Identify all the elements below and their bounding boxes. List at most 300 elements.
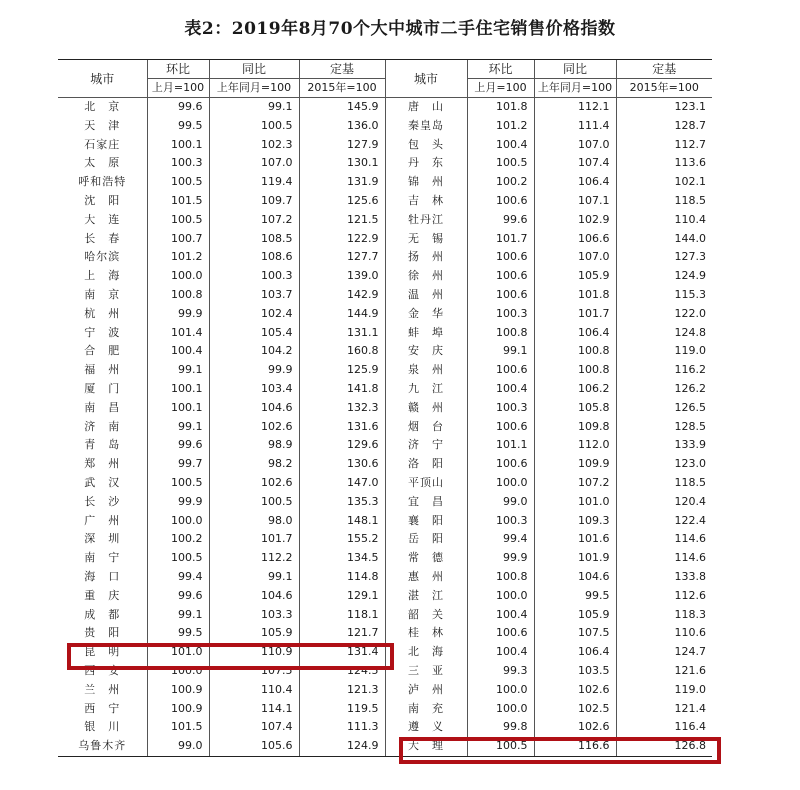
mom-value-right: 100.0 — [467, 681, 534, 700]
yoy-value-right: 109.3 — [534, 512, 616, 531]
city-name-left: 西 宁 — [84, 701, 121, 715]
base-value-left: 139.0 — [299, 267, 385, 286]
yoy-value-left: 98.2 — [209, 455, 299, 474]
city-name-right: 金 华 — [385, 305, 467, 324]
base-value-right: 121.6 — [616, 662, 712, 681]
mom-value-right: 100.4 — [467, 643, 534, 662]
yoy-value-left: 104.2 — [209, 342, 299, 361]
base-value-left: 131.9 — [299, 173, 385, 192]
mom-value-right: 100.6 — [467, 192, 534, 211]
mom-value-left: 99.6 — [147, 98, 209, 117]
yoy-value-right: 111.4 — [534, 117, 616, 136]
table-row — [58, 286, 712, 305]
table-row — [58, 361, 712, 380]
table-row — [58, 173, 712, 192]
base-value-left: 132.3 — [299, 399, 385, 418]
yoy-value-left: 100.5 — [209, 117, 299, 136]
yoy-value-right: 106.6 — [534, 230, 616, 249]
mom-value-right: 100.0 — [467, 700, 534, 719]
yoy-value-left: 110.4 — [209, 681, 299, 700]
base-value-right: 113.6 — [616, 154, 712, 173]
base-value-right: 124.8 — [616, 324, 712, 343]
city-name-left: 昆 明 — [84, 645, 121, 659]
base-value-right: 122.0 — [616, 305, 712, 324]
table-row — [58, 267, 712, 286]
table-row — [58, 342, 712, 361]
city-name-right: 秦皇岛 — [385, 117, 467, 136]
table-row — [58, 211, 712, 230]
base-value-right: 124.9 — [616, 267, 712, 286]
base-value-left: 148.1 — [299, 512, 385, 531]
base-value-left: 144.9 — [299, 305, 385, 324]
table-row — [58, 474, 712, 493]
header-mom-sub-left: 上月=100 — [147, 79, 209, 98]
city-name-left: 哈尔滨 — [84, 250, 121, 264]
city-name-right: 遵 义 — [385, 718, 467, 737]
base-value-right: 116.2 — [616, 361, 712, 380]
city-name-left: 青 岛 — [84, 438, 121, 452]
city-name-left: 贵 阳 — [84, 626, 121, 640]
mom-value-right: 100.6 — [467, 418, 534, 437]
city-name-left: 杭 州 — [84, 306, 121, 320]
city-name-left: 广 州 — [84, 513, 121, 527]
yoy-value-left: 104.6 — [209, 587, 299, 606]
header-base-left: 定基 — [299, 60, 385, 79]
yoy-value-left: 105.6 — [209, 737, 299, 756]
table-row — [58, 117, 712, 136]
yoy-value-left: 103.7 — [209, 286, 299, 305]
city-name-left: 重 庆 — [84, 588, 121, 602]
base-value-left: 121.7 — [299, 624, 385, 643]
base-value-right: 123.0 — [616, 455, 712, 474]
city-name-right: 岳 阳 — [385, 530, 467, 549]
city-name-right: 扬 州 — [385, 248, 467, 267]
table-row — [58, 718, 712, 737]
city-name-left: 兰 州 — [84, 682, 121, 696]
mom-value-left: 101.5 — [147, 718, 209, 737]
table-row — [58, 700, 712, 719]
base-value-left: 135.3 — [299, 493, 385, 512]
yoy-value-left: 109.7 — [209, 192, 299, 211]
base-value-right: 118.5 — [616, 192, 712, 211]
base-value-left: 124.9 — [299, 737, 385, 756]
city-name-left: 南 京 — [84, 287, 121, 301]
city-name-right: 锦 州 — [385, 173, 467, 192]
mom-value-left: 100.5 — [147, 173, 209, 192]
city-name-right: 泸 州 — [385, 681, 467, 700]
base-value-right: 126.5 — [616, 399, 712, 418]
yoy-value-left: 99.9 — [209, 361, 299, 380]
city-name-left: 长 沙 — [84, 494, 121, 508]
city-name-right: 赣 州 — [385, 399, 467, 418]
city-name-left: 长 春 — [84, 231, 121, 245]
city-name-right: 无 锡 — [385, 230, 467, 249]
city-name-right: 吉 林 — [385, 192, 467, 211]
city-name-left: 银 川 — [84, 720, 121, 734]
table-row — [58, 418, 712, 437]
mom-value-right: 100.6 — [467, 248, 534, 267]
yoy-value-left: 103.4 — [209, 380, 299, 399]
mom-value-left: 100.0 — [147, 267, 209, 286]
yoy-value-right: 101.0 — [534, 493, 616, 512]
yoy-value-left: 104.6 — [209, 399, 299, 418]
base-value-right: 116.4 — [616, 718, 712, 737]
base-value-right: 144.0 — [616, 230, 712, 249]
mom-value-left: 99.4 — [147, 568, 209, 587]
base-value-right: 115.3 — [616, 286, 712, 305]
base-value-left: 134.5 — [299, 549, 385, 568]
yoy-value-right: 104.6 — [534, 568, 616, 587]
yoy-value-right: 106.4 — [534, 173, 616, 192]
mom-value-left: 99.1 — [147, 361, 209, 380]
yoy-value-right: 107.0 — [534, 248, 616, 267]
mom-value-left: 100.8 — [147, 286, 209, 305]
table-row — [58, 230, 712, 249]
base-value-left: 147.0 — [299, 474, 385, 493]
yoy-value-left: 98.9 — [209, 436, 299, 455]
yoy-value-right: 102.6 — [534, 718, 616, 737]
base-value-right: 112.7 — [616, 136, 712, 155]
city-name-left: 武 汉 — [84, 475, 121, 489]
mom-value-left: 100.1 — [147, 136, 209, 155]
city-name-left: 太 原 — [84, 156, 121, 170]
mom-value-right: 100.3 — [467, 305, 534, 324]
base-value-left: 155.2 — [299, 530, 385, 549]
header-row-1 — [58, 60, 712, 79]
city-name-right: 徐 州 — [385, 267, 467, 286]
header-mom-left: 环比 — [147, 60, 209, 79]
mom-value-right: 99.8 — [467, 718, 534, 737]
mom-value-right: 100.5 — [467, 154, 534, 173]
base-value-left: 131.1 — [299, 324, 385, 343]
city-name-left: 北 京 — [84, 100, 121, 113]
yoy-value-left: 101.7 — [209, 530, 299, 549]
base-value-left: 130.6 — [299, 455, 385, 474]
header-city-right: 城市 — [385, 60, 467, 98]
city-name-right: 南 充 — [385, 700, 467, 719]
city-name-left: 深 圳 — [84, 532, 121, 546]
yoy-value-right: 102.9 — [534, 211, 616, 230]
header-yoy-left: 同比 — [209, 60, 299, 79]
header-mom-sub-right: 上月=100 — [467, 79, 534, 98]
mom-value-left: 101.5 — [147, 192, 209, 211]
city-name-left: 济 南 — [84, 419, 121, 433]
yoy-value-right: 105.9 — [534, 606, 616, 625]
base-value-right: 133.9 — [616, 436, 712, 455]
yoy-value-right: 101.7 — [534, 305, 616, 324]
mom-value-left: 99.9 — [147, 493, 209, 512]
city-name-left: 海 口 — [84, 569, 121, 583]
mom-value-left: 100.5 — [147, 211, 209, 230]
header-city-left: 城市 — [58, 60, 147, 98]
city-name-left: 厦 门 — [84, 381, 121, 395]
yoy-value-left: 98.0 — [209, 512, 299, 531]
yoy-value-left: 105.4 — [209, 324, 299, 343]
city-name-right: 襄 阳 — [385, 512, 467, 531]
base-value-left: 119.5 — [299, 700, 385, 719]
base-value-left: 129.6 — [299, 436, 385, 455]
yoy-value-left: 119.4 — [209, 173, 299, 192]
city-name-right: 济 宁 — [385, 436, 467, 455]
mom-value-right: 100.8 — [467, 568, 534, 587]
table-row — [58, 624, 712, 643]
table-row — [58, 192, 712, 211]
yoy-value-left: 102.3 — [209, 136, 299, 155]
base-value-left: 142.9 — [299, 286, 385, 305]
base-value-right: 110.6 — [616, 624, 712, 643]
base-value-left: 111.3 — [299, 718, 385, 737]
yoy-value-left: 107.5 — [209, 662, 299, 681]
header-yoy-sub-left: 上年同月=100 — [209, 79, 299, 98]
base-value-right: 114.6 — [616, 549, 712, 568]
mom-value-right: 100.6 — [467, 624, 534, 643]
mom-value-left: 100.5 — [147, 549, 209, 568]
yoy-value-right: 109.8 — [534, 418, 616, 437]
city-name-right: 九 江 — [385, 380, 467, 399]
table-row — [58, 549, 712, 568]
base-value-right: 128.7 — [616, 117, 712, 136]
mom-value-left: 100.1 — [147, 399, 209, 418]
header-base-right: 定基 — [616, 60, 712, 79]
mom-value-left: 99.1 — [147, 418, 209, 437]
yoy-value-left: 99.1 — [209, 98, 299, 117]
table-row — [58, 512, 712, 531]
base-value-left: 125.6 — [299, 192, 385, 211]
yoy-value-right: 102.5 — [534, 700, 616, 719]
city-name-right: 泉 州 — [385, 361, 467, 380]
city-name-right: 桂 林 — [385, 624, 467, 643]
mom-value-left: 100.9 — [147, 700, 209, 719]
mom-value-left: 100.5 — [147, 474, 209, 493]
base-value-left: 121.3 — [299, 681, 385, 700]
table-title: 表2：2019年8月70个大中城市二手住宅销售价格指数 — [184, 19, 616, 39]
mom-value-left: 100.9 — [147, 681, 209, 700]
base-value-right: 110.4 — [616, 211, 712, 230]
base-value-left: 160.8 — [299, 342, 385, 361]
base-value-right: 112.6 — [616, 587, 712, 606]
table-row — [58, 436, 712, 455]
mom-value-right: 101.2 — [467, 117, 534, 136]
city-name-right: 三 亚 — [385, 662, 467, 681]
mom-value-right: 100.0 — [467, 474, 534, 493]
yoy-value-left: 108.5 — [209, 230, 299, 249]
yoy-value-left: 114.1 — [209, 700, 299, 719]
city-name-left: 大 连 — [84, 212, 121, 226]
base-value-right: 133.8 — [616, 568, 712, 587]
table-row — [58, 399, 712, 418]
table-row — [58, 324, 712, 343]
yoy-value-right: 107.4 — [534, 154, 616, 173]
yoy-value-right: 102.6 — [534, 681, 616, 700]
city-name-left: 石家庄 — [84, 137, 121, 151]
yoy-value-left: 110.9 — [209, 643, 299, 662]
header-mom-right: 环比 — [467, 60, 534, 79]
base-value-right: 128.5 — [616, 418, 712, 437]
base-value-right: 119.0 — [616, 681, 712, 700]
table-row — [58, 136, 712, 155]
yoy-value-right: 101.9 — [534, 549, 616, 568]
yoy-value-right: 109.9 — [534, 455, 616, 474]
city-name-left: 郑 州 — [84, 457, 121, 471]
mom-value-right: 100.4 — [467, 606, 534, 625]
base-value-right: 127.3 — [616, 248, 712, 267]
base-value-right: 123.1 — [616, 98, 712, 117]
base-value-left: 118.1 — [299, 606, 385, 625]
city-name-right: 温 州 — [385, 286, 467, 305]
yoy-value-left: 107.4 — [209, 718, 299, 737]
mom-value-right: 99.9 — [467, 549, 534, 568]
yoy-value-left: 103.3 — [209, 606, 299, 625]
base-value-right: 121.4 — [616, 700, 712, 719]
yoy-value-left: 100.3 — [209, 267, 299, 286]
base-value-left: 127.7 — [299, 248, 385, 267]
mom-value-right: 100.6 — [467, 267, 534, 286]
table-row — [58, 587, 712, 606]
highlight-box-dali — [399, 737, 721, 764]
yoy-value-left: 105.9 — [209, 624, 299, 643]
city-name-right: 大 理 — [385, 737, 467, 756]
mom-value-right: 100.4 — [467, 380, 534, 399]
mom-value-left: 100.7 — [147, 230, 209, 249]
city-name-right: 惠 州 — [385, 568, 467, 587]
yoy-value-right: 107.0 — [534, 136, 616, 155]
mom-value-left: 100.2 — [147, 530, 209, 549]
table-row — [58, 154, 712, 173]
yoy-value-left: 102.6 — [209, 474, 299, 493]
mom-value-right: 101.7 — [467, 230, 534, 249]
table-row — [58, 380, 712, 399]
yoy-value-right: 116.6 — [534, 737, 616, 756]
city-name-right: 蚌 埠 — [385, 324, 467, 343]
yoy-value-right: 100.8 — [534, 361, 616, 380]
mom-value-left: 99.1 — [147, 606, 209, 625]
mom-value-left: 100.3 — [147, 154, 209, 173]
base-value-right: 126.2 — [616, 380, 712, 399]
yoy-value-right: 107.5 — [534, 624, 616, 643]
header-base-sub-right: 2015年=100 — [616, 79, 712, 98]
header-base-sub-left: 2015年=100 — [299, 79, 385, 98]
base-value-left: 130.1 — [299, 154, 385, 173]
base-value-right: 118.5 — [616, 474, 712, 493]
mom-value-left: 100.0 — [147, 512, 209, 531]
base-value-right: 122.4 — [616, 512, 712, 531]
mom-value-right: 100.8 — [467, 324, 534, 343]
yoy-value-left: 102.6 — [209, 418, 299, 437]
city-name-right: 宜 昌 — [385, 493, 467, 512]
base-value-left: 114.8 — [299, 568, 385, 587]
yoy-value-right: 107.1 — [534, 192, 616, 211]
base-value-right: 118.3 — [616, 606, 712, 625]
table-row — [58, 248, 712, 267]
city-name-left: 合 肥 — [84, 344, 121, 358]
yoy-value-right: 101.6 — [534, 530, 616, 549]
mom-value-left: 99.0 — [147, 737, 209, 756]
city-name-left: 福 州 — [84, 363, 121, 377]
base-value-right: 120.4 — [616, 493, 712, 512]
city-name-right: 唐 山 — [385, 98, 467, 117]
base-value-left: 141.8 — [299, 380, 385, 399]
mom-value-left: 99.7 — [147, 455, 209, 474]
yoy-value-left: 112.2 — [209, 549, 299, 568]
city-name-right: 常 德 — [385, 549, 467, 568]
mom-value-left: 99.6 — [147, 587, 209, 606]
mom-value-right: 101.8 — [467, 98, 534, 117]
city-name-right: 烟 台 — [385, 418, 467, 437]
yoy-value-left: 100.5 — [209, 493, 299, 512]
city-name-left: 南 宁 — [84, 551, 121, 565]
table-row — [58, 98, 712, 117]
mom-value-left: 100.0 — [147, 662, 209, 681]
mom-value-right: 100.2 — [467, 173, 534, 192]
yoy-value-right: 106.4 — [534, 643, 616, 662]
base-value-left: 131.4 — [299, 643, 385, 662]
table-row — [58, 493, 712, 512]
table-row — [58, 681, 712, 700]
base-value-left: 125.9 — [299, 361, 385, 380]
mom-value-right: 99.1 — [467, 342, 534, 361]
yoy-value-right: 100.8 — [534, 342, 616, 361]
city-name-left: 乌鲁木齐 — [58, 737, 147, 756]
yoy-value-right: 112.1 — [534, 98, 616, 117]
city-name-right: 丹 东 — [385, 154, 467, 173]
mom-value-left: 99.6 — [147, 436, 209, 455]
mom-value-right: 100.4 — [467, 136, 534, 155]
city-name-left: 呼和浩特 — [78, 175, 127, 189]
city-name-right: 平顶山 — [385, 474, 467, 493]
mom-value-left: 99.5 — [147, 117, 209, 136]
mom-value-right: 99.6 — [467, 211, 534, 230]
mom-value-right: 99.3 — [467, 662, 534, 681]
header-yoy-right: 同比 — [534, 60, 616, 79]
mom-value-left: 99.9 — [147, 305, 209, 324]
city-name-right: 洛 阳 — [385, 455, 467, 474]
base-value-left: 145.9 — [299, 98, 385, 117]
city-name-right: 湛 江 — [385, 587, 467, 606]
city-name-right: 韶 关 — [385, 606, 467, 625]
city-name-left: 宁 波 — [84, 325, 121, 339]
mom-value-left: 101.2 — [147, 248, 209, 267]
yoy-value-left: 108.6 — [209, 248, 299, 267]
mom-value-right: 100.3 — [467, 399, 534, 418]
table-row — [58, 455, 712, 474]
city-name-right: 牡丹江 — [385, 211, 467, 230]
city-name-left: 上 海 — [84, 269, 121, 283]
city-name-left: 沈 阳 — [84, 193, 121, 207]
table-row — [58, 568, 712, 587]
city-name-right: 包 头 — [385, 136, 467, 155]
mom-value-left: 101.4 — [147, 324, 209, 343]
table-row — [58, 606, 712, 625]
mom-value-left: 100.4 — [147, 342, 209, 361]
yoy-value-right: 101.8 — [534, 286, 616, 305]
yoy-value-right: 103.5 — [534, 662, 616, 681]
base-value-left: 131.6 — [299, 418, 385, 437]
table-row — [58, 530, 712, 549]
base-value-right: 114.6 — [616, 530, 712, 549]
mom-value-right: 100.5 — [467, 737, 534, 756]
yoy-value-left: 102.4 — [209, 305, 299, 324]
city-name-left: 天 津 — [84, 118, 121, 132]
mom-value-right: 101.1 — [467, 436, 534, 455]
mom-value-right: 100.6 — [467, 361, 534, 380]
mom-value-left: 100.1 — [147, 380, 209, 399]
city-name-right: 北 海 — [385, 643, 467, 662]
base-value-right: 126.8 — [616, 737, 712, 756]
base-value-left: 121.5 — [299, 211, 385, 230]
mom-value-right: 100.3 — [467, 512, 534, 531]
yoy-value-left: 107.0 — [209, 154, 299, 173]
base-value-right: 124.7 — [616, 643, 712, 662]
